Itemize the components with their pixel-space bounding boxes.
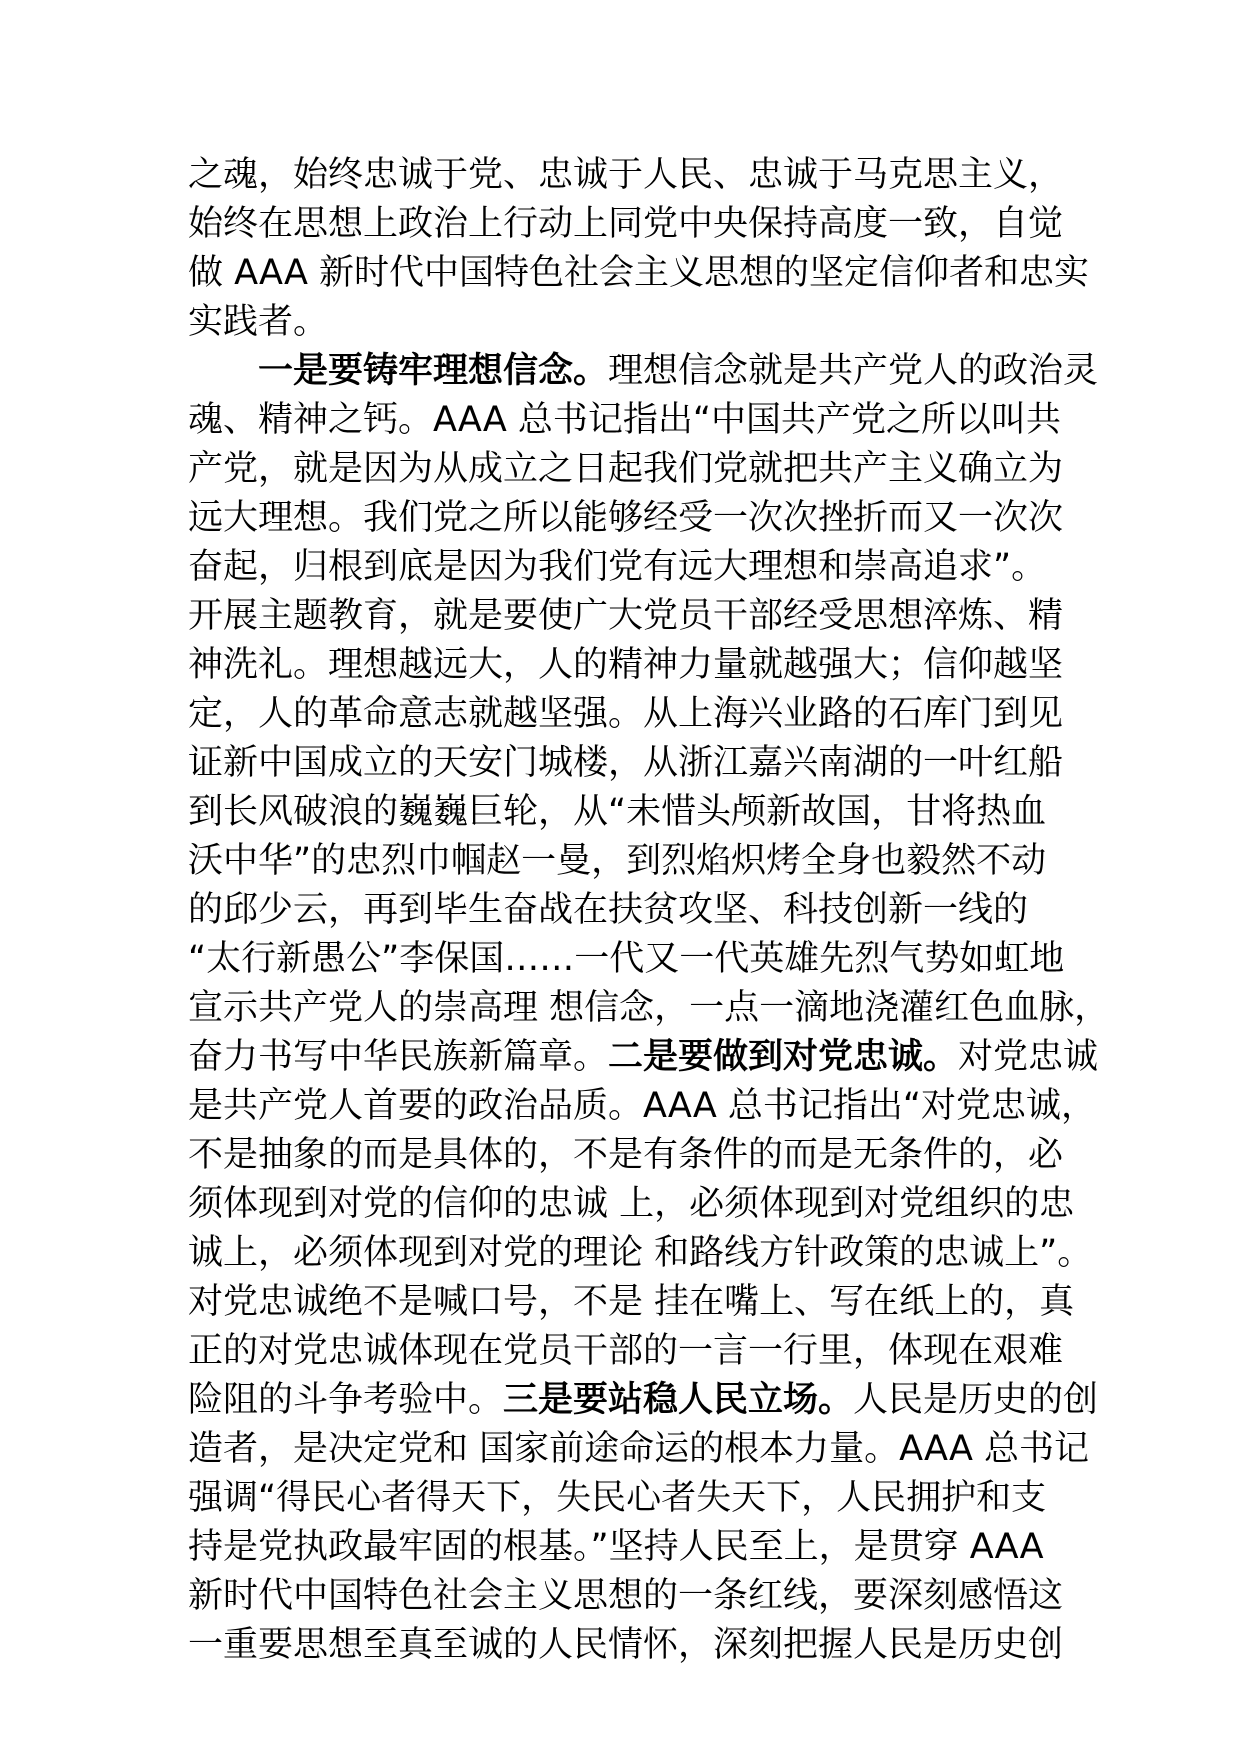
- text-line: [188, 984, 1110, 1033]
- body-text-segment: 之魂，始终忠诚于党、忠诚于人民、忠诚于马克思主义，: [188, 155, 1064, 195]
- text-line: [188, 200, 1068, 249]
- body-text-segment: 魂、精神之钙。AAA 总书记指出“中国共产党之所以叫共: [188, 400, 1062, 440]
- text-line: [188, 690, 1068, 739]
- body-text-segment: 理想信念就是共产党人的政治灵: [608, 351, 1099, 391]
- text-line: [188, 1180, 1075, 1229]
- text-line: [188, 494, 1068, 543]
- body-text-segment: 到长风破浪的巍巍巨轮，从“未惜头颅新故国，甘将热血: [188, 792, 1047, 832]
- body-text-segment: 定，人的革命意志就越坚强。从上海兴业路的石库门到见: [188, 694, 1064, 734]
- bold-heading-text: 二是要做到对党忠诚。: [608, 1037, 959, 1077]
- body-text-segment: 始终在思想上政治上行动上同党中央保持高度一致，自觉: [188, 204, 1064, 244]
- body-text-segment: 奋起，归根到底是因为我们党有远大理想和崇高追求”。: [188, 547, 1047, 587]
- text-line: [188, 592, 1068, 641]
- body-text-segment: 沃中华”的忠烈巾帼赵一曼，到烈焰炽烤全身也毅然不动: [188, 841, 1047, 881]
- body-text-segment: 证新中国成立的天安门城楼，从浙江嘉兴南湖的一叶红船: [188, 743, 1064, 783]
- body-text-segment: 实践者。: [188, 302, 329, 342]
- text-line: [188, 298, 1068, 347]
- text-line: [188, 1621, 1068, 1670]
- text-line: [188, 445, 1068, 494]
- text-line: [188, 1082, 1097, 1131]
- body-text-segment: 一重要思想至真至诚的人民情怀，深刻把握人民是历史创: [188, 1625, 1064, 1665]
- text-line: [188, 739, 1068, 788]
- body-text-segment: 正的对党忠诚体现在党员干部的一言一行里，体现在艰难: [188, 1331, 1064, 1371]
- text-line: [188, 1229, 1093, 1278]
- body-text-segment: 远大理想。我们党之所以能够经受一次次挫折而又一次次: [188, 498, 1064, 538]
- body-text-segment: “太行新愚公”李保国……一代又一代英雄先烈气势如虹地: [188, 939, 1065, 979]
- body-text-segment: 诚上，必须体现到对党的理论 和路线方针政策的忠诚上”。: [188, 1233, 1093, 1273]
- text-line: [188, 641, 1068, 690]
- body-text-segment: 开展主题教育，就是要使广大党员干部经受思想淬炼、精: [188, 596, 1064, 636]
- body-text: [188, 151, 1110, 1670]
- body-text-segment: 险阻的斗争考验中。: [188, 1380, 504, 1420]
- body-text-segment: 造者，是决定党和 国家前途命运的根本力量。AAA 总书记: [188, 1429, 1090, 1469]
- body-text-segment: 产党，就是因为从成立之日起我们党就把共产主义确立为: [188, 449, 1064, 489]
- bold-heading-text: 一是要铸牢理想信念。: [258, 351, 609, 391]
- body-text-segment: 的邱少云，再到毕生奋战在扶贫攻坚、科技创新一线的: [188, 890, 1029, 930]
- text-line: [188, 543, 1068, 592]
- body-text-segment: 宣示共产党人的崇高理 想信念，一点一滴地浇灌红色血脉，: [188, 988, 1110, 1028]
- bold-heading-text: 三是要站稳人民立场。: [503, 1380, 854, 1420]
- body-text-segment: 持是党执政最牢固的根基。”坚持人民至上，是贯穿 AAA: [188, 1527, 1044, 1567]
- text-line: [188, 1376, 1099, 1425]
- body-text-segment: 是共产党人首要的政治品质。AAA 总书记指出“对党忠诚，: [188, 1086, 1097, 1126]
- text-line: [188, 249, 1090, 298]
- text-line: [188, 151, 1068, 200]
- body-text-segment: 对党忠诚: [958, 1037, 1099, 1077]
- body-text-segment: 人民是历史的创: [853, 1380, 1099, 1420]
- body-text-segment: 不是抽象的而是具体的，不是有条件的而是无条件的，必: [188, 1135, 1064, 1175]
- text-line: [188, 396, 1068, 445]
- body-text-segment: 奋力书写中华民族新篇章。: [188, 1037, 609, 1077]
- text-line: [188, 1327, 1068, 1376]
- body-text-segment: 须体现到对党的信仰的忠诚 上，必须体现到对党组织的忠: [188, 1184, 1075, 1224]
- text-line: [188, 347, 1099, 396]
- text-line: [188, 1131, 1068, 1180]
- body-text-segment: 新时代中国特色社会主义思想的一条红线，要深刻感悟这: [188, 1576, 1064, 1616]
- text-line: [188, 1523, 1068, 1572]
- body-text-segment: 对党忠诚绝不是喊口号，不是 挂在嘴上、写在纸上的，真: [188, 1282, 1075, 1322]
- body-text-segment: 强调“得民心者得天下，失民心者失天下，人民拥护和支: [188, 1478, 1047, 1518]
- body-text-segment: 神洗礼。理想越远大，人的精神力量就越强大；信仰越坚: [188, 645, 1064, 685]
- body-text-segment: 做 AAA 新时代中国特色社会主义思想的坚定信仰者和忠实: [188, 253, 1090, 293]
- text-line: [188, 886, 1068, 935]
- text-line: [188, 1572, 1068, 1621]
- text-line: [188, 1033, 1099, 1082]
- text-line: [188, 1425, 1090, 1474]
- text-line: [188, 788, 1068, 837]
- text-line: [188, 935, 1068, 984]
- text-line: [188, 1474, 1068, 1523]
- text-line: [188, 1278, 1075, 1327]
- text-line: [188, 837, 1068, 886]
